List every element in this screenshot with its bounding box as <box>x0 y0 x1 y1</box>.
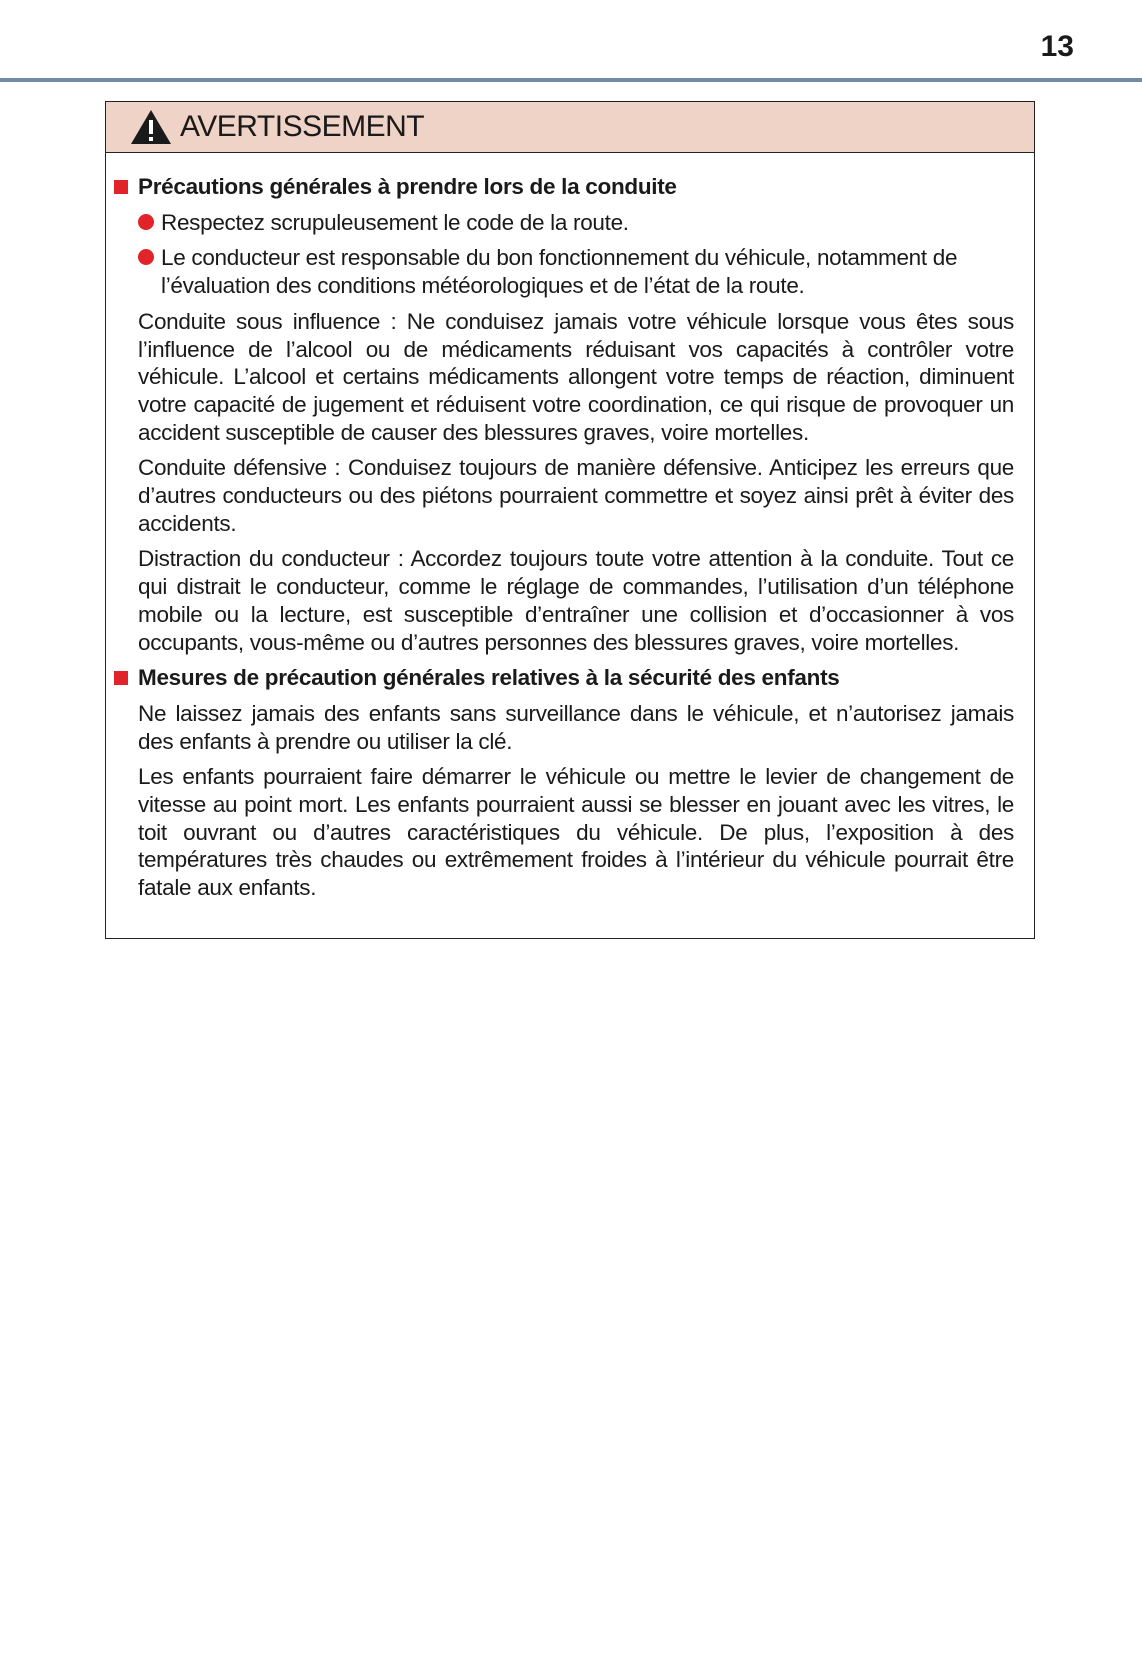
page-number: 13 <box>1040 30 1074 63</box>
header-rule <box>0 78 1142 82</box>
square-bullet-icon <box>114 180 128 194</box>
square-bullet-icon <box>114 671 128 685</box>
paragraph: Ne laissez jamais des enfants sans surveillance dans le véhicule, et n’autorisez jamais des enfants à prendre ou utiliser la clé. <box>138 700 1014 754</box>
section-heading: Mesures de précaution générales relatives à la sécurité des enfants <box>114 664 1016 692</box>
paragraph: Conduite défensive : Conduisez toujours de manière défensive. Anticipez les erreurs que d’autres conducteurs ou des piétons pourraient commettre et soyez ainsi prêt à éviter des accidents. <box>138 455 1014 536</box>
paragraph: Distraction du conducteur : Accordez toujours toute votre attention à la conduite. Tout ce qui distrait le conducteur, comme le réglage de commandes, l’utilisation d’un téléphone mobile ou la lecture, est susceptible d’entraîner une collision et d’occasionner à vos occupants, vous-même ou d’autres personnes des blessures graves, voire mortelles. <box>138 546 1014 655</box>
bullet-item: Le conducteur est responsable du bon fonctionnement du véhicule, notamment de l’évaluation des conditions météorologiques et de l’état de la route. <box>138 244 1016 299</box>
bullet-item: Respectez scrupuleusement le code de la route. <box>138 209 1016 237</box>
paragraph: Conduite sous influence : Ne conduisez jamais votre véhicule lorsque vous êtes sous l’influence de l’alcool ou de médicaments réduisant vos capacités à contrôler votre véhicule. L’alcool et certains médicaments allongent votre temps de réaction, diminuent votre capacité de jugement et réduisent votre coordination, ce qui risque de provoquer un accident susceptible de causer des blessures graves, voire mortelles. <box>138 308 1014 445</box>
paragraph: Les enfants pourraient faire démarrer le véhicule ou mettre le levier de changement de vitesse au point mort. Les enfants pourraient aussi se blesser en jouant avec les vitres, le toit ouvrant ou d’autres caractéristiques du véhicule. De plus, l’exposition à des températures très chaudes ou extrêmement froides à l’intérieur du véhicule pourrait être fatale aux enfants. <box>138 764 1014 901</box>
circle-bullet-icon <box>138 214 154 230</box>
warning-title: AVERTISSEMENT <box>180 110 425 143</box>
warning-box <box>105 101 1035 939</box>
section-heading: Précautions générales à prendre lors de la conduite <box>114 173 1016 201</box>
warning-header <box>106 102 1034 153</box>
warning-triangle-icon <box>130 109 172 145</box>
circle-bullet-icon <box>138 249 154 265</box>
